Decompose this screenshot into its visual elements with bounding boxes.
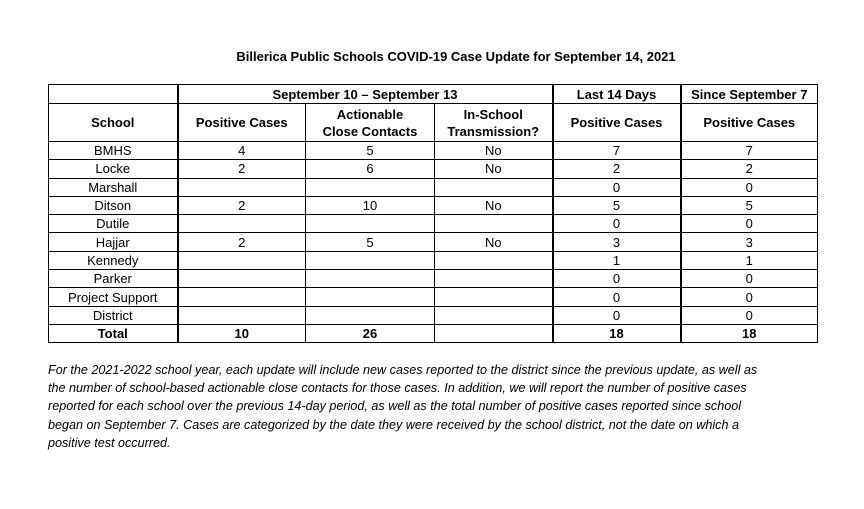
cell-since: 0 bbox=[681, 178, 818, 196]
note-line: positive test occurred. bbox=[48, 435, 171, 450]
cell-school: Project Support bbox=[49, 288, 178, 306]
cell-school: Dutile bbox=[49, 215, 178, 233]
cell-transmission: No bbox=[435, 142, 553, 160]
cell-last14: 0 bbox=[553, 178, 681, 196]
column-header-transmission-line2: Transmission? bbox=[447, 123, 540, 139]
group-header-last14: Last 14 Days bbox=[553, 85, 681, 104]
table-row bbox=[49, 215, 818, 233]
column-header-contacts bbox=[306, 104, 435, 142]
table-row bbox=[49, 306, 818, 324]
cell-school: Locke bbox=[49, 160, 178, 178]
table-row bbox=[49, 233, 818, 251]
cell-positive bbox=[178, 178, 306, 196]
case-table-body bbox=[49, 85, 818, 343]
cell-transmission bbox=[435, 288, 553, 306]
cell-contacts bbox=[306, 178, 435, 196]
column-header-last14-positive: Positive Cases bbox=[553, 104, 681, 142]
total-since: 18 bbox=[681, 324, 818, 342]
cell-since: 2 bbox=[681, 160, 818, 178]
column-header-transmission bbox=[435, 104, 553, 142]
table-row bbox=[49, 288, 818, 306]
column-header-since-positive: Positive Cases bbox=[681, 104, 818, 142]
cell-contacts bbox=[306, 251, 435, 269]
total-transmission bbox=[435, 324, 553, 342]
cell-contacts bbox=[306, 288, 435, 306]
column-header-positive: Positive Cases bbox=[178, 104, 306, 142]
cell-transmission: No bbox=[435, 233, 553, 251]
group-header-blank bbox=[49, 85, 178, 104]
cell-positive: 2 bbox=[178, 233, 306, 251]
cell-contacts: 6 bbox=[306, 160, 435, 178]
cell-last14: 0 bbox=[553, 288, 681, 306]
case-table bbox=[48, 84, 818, 343]
cell-since: 0 bbox=[681, 288, 818, 306]
column-header-school: School bbox=[49, 104, 178, 142]
cell-last14: 3 bbox=[553, 233, 681, 251]
note-line: the number of school-based actionable close contacts for those cases. In addition, we will report the number of positive cases bbox=[48, 381, 747, 396]
cell-since: 0 bbox=[681, 215, 818, 233]
cell-since: 3 bbox=[681, 233, 818, 251]
cell-last14: 0 bbox=[553, 270, 681, 288]
cell-school: Marshall bbox=[49, 178, 178, 196]
cell-positive: 4 bbox=[178, 142, 306, 160]
cell-since: 0 bbox=[681, 270, 818, 288]
cell-contacts: 5 bbox=[306, 142, 435, 160]
total-last14: 18 bbox=[553, 324, 681, 342]
cell-last14: 0 bbox=[553, 215, 681, 233]
cell-since: 1 bbox=[681, 251, 818, 269]
total-label: Total bbox=[49, 324, 178, 342]
note-line: began on September 7. Cases are categorized by the date they were received by the school district, not the date on which a bbox=[48, 417, 739, 432]
total-row bbox=[49, 324, 818, 342]
cell-school: Hajjar bbox=[49, 233, 178, 251]
cell-transmission bbox=[435, 306, 553, 324]
column-header-transmission-line1: In-School bbox=[463, 106, 523, 122]
cell-school: Parker bbox=[49, 270, 178, 288]
group-header-row bbox=[49, 85, 818, 104]
note-line: For the 2021-2022 school year, each update will include new cases reported to the district since the previous update, as well as bbox=[48, 363, 758, 377]
cell-last14: 2 bbox=[553, 160, 681, 178]
table-row bbox=[49, 142, 818, 160]
group-header-since: Since September 7 bbox=[681, 85, 818, 104]
cell-transmission bbox=[435, 178, 553, 196]
total-contacts: 26 bbox=[306, 324, 435, 342]
column-header-contacts-line2: Close Contacts bbox=[322, 123, 418, 139]
cell-transmission bbox=[435, 270, 553, 288]
cell-transmission bbox=[435, 215, 553, 233]
cell-contacts bbox=[306, 306, 435, 324]
cell-contacts: 10 bbox=[306, 196, 435, 214]
cell-positive bbox=[178, 251, 306, 269]
table-row bbox=[49, 178, 818, 196]
cell-last14: 1 bbox=[553, 251, 681, 269]
cell-last14: 5 bbox=[553, 196, 681, 214]
cell-transmission: No bbox=[435, 196, 553, 214]
column-header-row bbox=[49, 104, 818, 142]
cell-contacts: 5 bbox=[306, 233, 435, 251]
cell-contacts bbox=[306, 270, 435, 288]
cell-positive bbox=[178, 270, 306, 288]
explanatory-note bbox=[48, 361, 824, 452]
cell-positive bbox=[178, 215, 306, 233]
cell-positive: 2 bbox=[178, 196, 306, 214]
group-header-period: September 10 – September 13 bbox=[178, 85, 553, 104]
cell-school: District bbox=[49, 306, 178, 324]
table-row bbox=[49, 196, 818, 214]
table-row bbox=[49, 251, 818, 269]
cell-since: 0 bbox=[681, 306, 818, 324]
cell-since: 7 bbox=[681, 142, 818, 160]
table-row bbox=[49, 270, 818, 288]
cell-school: BMHS bbox=[49, 142, 178, 160]
cell-contacts bbox=[306, 215, 435, 233]
cell-last14: 7 bbox=[553, 142, 681, 160]
column-header-contacts-line1: Actionable bbox=[336, 106, 404, 122]
cell-positive: 2 bbox=[178, 160, 306, 178]
cell-positive bbox=[178, 288, 306, 306]
page-title: Billerica Public Schools COVID-19 Case Update for September 14, 2021 bbox=[236, 49, 676, 64]
cell-school: Ditson bbox=[49, 196, 178, 214]
table-row bbox=[49, 160, 818, 178]
cell-transmission bbox=[435, 251, 553, 269]
cell-last14: 0 bbox=[553, 306, 681, 324]
cell-positive bbox=[178, 306, 306, 324]
cell-school: Kennedy bbox=[49, 251, 178, 269]
cell-transmission: No bbox=[435, 160, 553, 178]
cell-since: 5 bbox=[681, 196, 818, 214]
total-positive: 10 bbox=[178, 324, 306, 342]
note-line: reported for each school over the previous 14-day period, as well as the total number of positive cases reported since school bbox=[48, 399, 742, 414]
